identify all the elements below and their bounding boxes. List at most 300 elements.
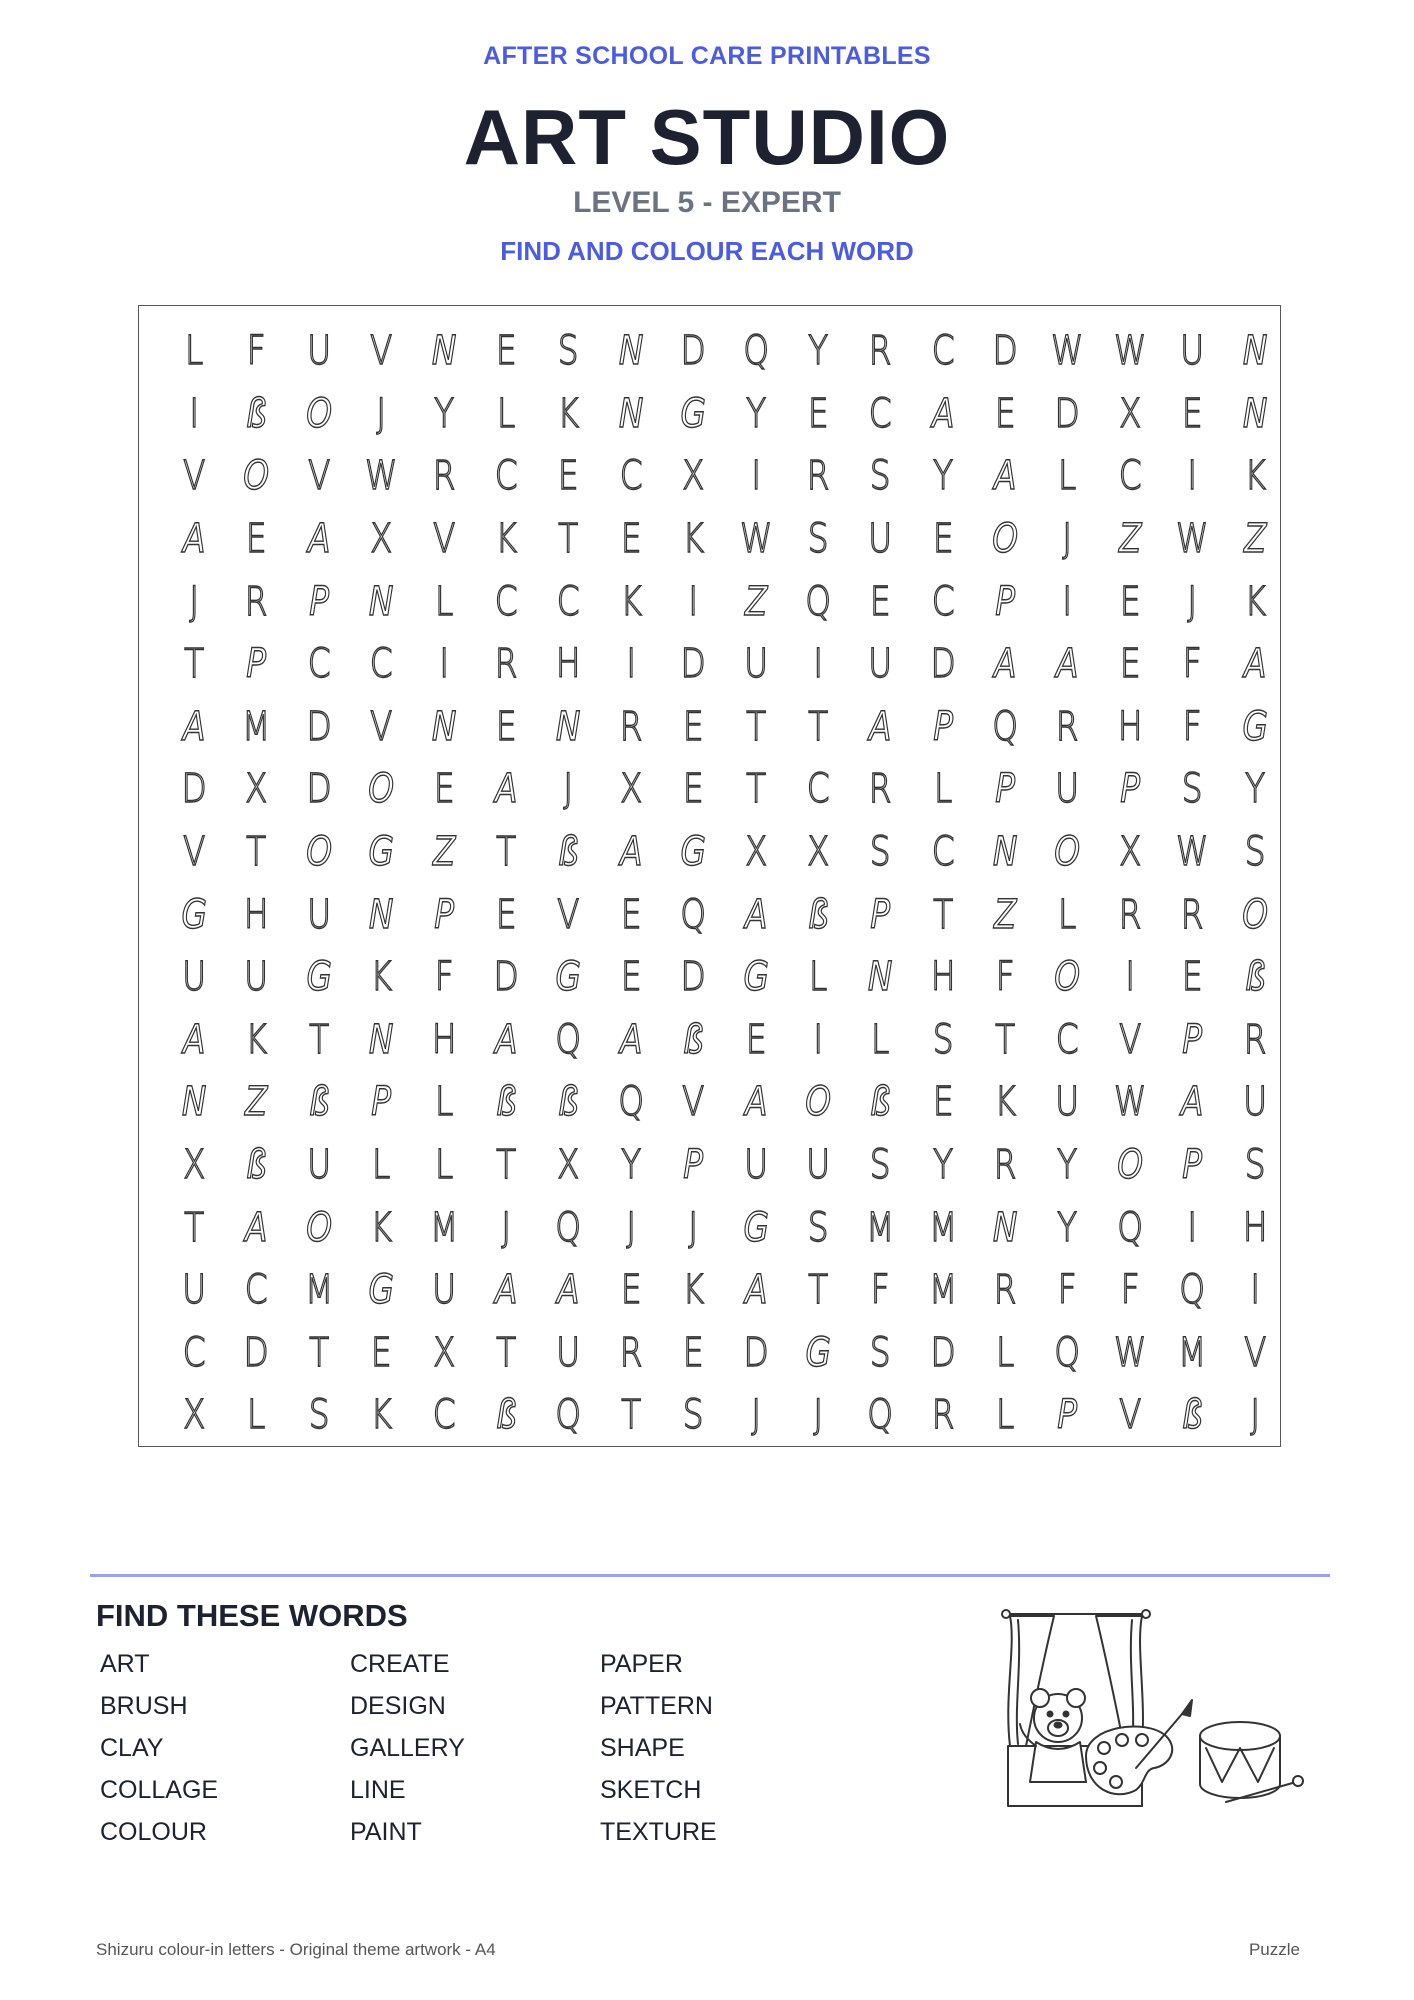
grid-letter[interactable]: I	[1125, 954, 1135, 1001]
grid-letter[interactable]: N	[868, 954, 893, 1001]
grid-letter[interactable]: E	[620, 954, 642, 1001]
grid-letter[interactable]: X	[557, 1142, 580, 1189]
grid-letter[interactable]: U	[743, 1142, 768, 1189]
grid-letter[interactable]: A	[494, 1016, 518, 1063]
grid-letter[interactable]: K	[682, 516, 705, 563]
grid-letter[interactable]: A	[1181, 1079, 1204, 1126]
grid-letter[interactable]: C	[806, 766, 830, 813]
grid-letter[interactable]: T	[558, 516, 579, 563]
grid-letter[interactable]: L	[808, 954, 828, 1001]
grid-letter[interactable]: D	[493, 954, 519, 1001]
grid-letter[interactable]: I	[750, 453, 761, 500]
grid-letter[interactable]: I	[189, 390, 200, 437]
grid-letter[interactable]: A	[494, 1267, 518, 1314]
grid-letter[interactable]: O	[306, 390, 332, 437]
grid-letter[interactable]: X	[1118, 829, 1142, 876]
grid-letter[interactable]: I	[1062, 578, 1073, 625]
grid-letter[interactable]: L	[185, 328, 204, 375]
grid-letter[interactable]: A	[744, 1079, 767, 1126]
grid-letter[interactable]: G	[368, 1267, 395, 1314]
grid-letter[interactable]: A	[245, 1204, 268, 1251]
grid-letter[interactable]: U	[1055, 766, 1080, 813]
grid-letter[interactable]: N	[618, 328, 644, 375]
grid-letter[interactable]: M	[1178, 1329, 1207, 1376]
grid-letter[interactable]: L	[434, 578, 453, 625]
grid-letter[interactable]: E	[495, 328, 517, 375]
grid-letter[interactable]: D	[992, 328, 1018, 375]
grid-letter[interactable]: T	[620, 1392, 641, 1439]
grid-letter[interactable]: K	[370, 954, 393, 1001]
grid-letter[interactable]: W	[1051, 328, 1084, 375]
grid-letter[interactable]: A	[1243, 641, 1267, 688]
grid-letter[interactable]: X	[432, 1329, 455, 1376]
grid-letter[interactable]: A	[1056, 641, 1079, 688]
grid-letter[interactable]: Q	[1117, 1204, 1143, 1251]
grid-letter[interactable]: D	[680, 641, 706, 688]
grid-letter[interactable]: R	[931, 1392, 955, 1439]
grid-letter[interactable]: F	[1183, 641, 1202, 688]
grid-letter[interactable]: J	[1062, 516, 1073, 563]
grid-letter[interactable]: E	[932, 1079, 954, 1126]
grid-letter[interactable]: N	[1242, 390, 1268, 437]
grid-letter[interactable]: H	[244, 891, 269, 938]
grid-letter[interactable]: E	[870, 578, 891, 625]
grid-letter[interactable]: R	[245, 578, 268, 625]
grid-letter[interactable]: U	[1180, 328, 1205, 375]
grid-letter[interactable]: ß	[495, 1392, 517, 1439]
grid-letter[interactable]: X	[682, 453, 705, 500]
grid-letter[interactable]: P	[683, 1142, 704, 1189]
grid-letter[interactable]: S	[308, 1392, 330, 1439]
grid-letter[interactable]: V	[307, 453, 331, 500]
grid-letter[interactable]: T	[184, 1204, 205, 1251]
grid-letter[interactable]: I	[1249, 1267, 1260, 1314]
grid-letter[interactable]: E	[1119, 641, 1141, 688]
grid-letter[interactable]: H	[1242, 1204, 1268, 1251]
grid-letter[interactable]: U	[743, 641, 768, 688]
grid-letter[interactable]: X	[370, 516, 393, 563]
grid-letter[interactable]: Q	[555, 1392, 582, 1439]
grid-letter[interactable]: D	[181, 766, 207, 813]
grid-letter[interactable]: M	[866, 1204, 895, 1251]
grid-letter[interactable]: V	[682, 1079, 705, 1126]
grid-letter[interactable]: U	[868, 641, 893, 688]
grid-letter[interactable]: E	[1182, 390, 1203, 437]
grid-letter[interactable]: E	[994, 390, 1016, 437]
grid-letter[interactable]: D	[930, 1329, 956, 1376]
grid-letter[interactable]: ß	[308, 1079, 330, 1126]
grid-letter[interactable]: N	[369, 891, 394, 938]
grid-letter[interactable]: A	[931, 390, 955, 437]
grid-letter[interactable]: E	[370, 1329, 392, 1376]
grid-letter[interactable]: N	[618, 390, 644, 437]
grid-letter[interactable]: T	[246, 829, 267, 876]
grid-letter[interactable]: A	[557, 1267, 580, 1314]
grid-letter[interactable]: G	[680, 829, 707, 876]
grid-letter[interactable]: K	[370, 1204, 393, 1251]
grid-letter[interactable]: Q	[555, 1016, 582, 1063]
grid-letter[interactable]: Z	[432, 829, 455, 876]
grid-letter[interactable]: P	[1182, 1142, 1203, 1189]
grid-letter[interactable]: C	[931, 829, 955, 876]
grid-letter[interactable]: R	[619, 703, 643, 750]
grid-letter[interactable]: A	[744, 891, 767, 938]
grid-letter[interactable]: N	[993, 1204, 1018, 1251]
grid-letter[interactable]: W	[1113, 1079, 1147, 1126]
grid-letter[interactable]: U	[182, 1267, 207, 1314]
grid-letter[interactable]: J	[1187, 578, 1198, 625]
grid-letter[interactable]: K	[682, 1267, 705, 1314]
grid-letter[interactable]: C	[931, 578, 955, 625]
grid-letter[interactable]: I	[1187, 453, 1198, 500]
grid-letter[interactable]: R	[806, 453, 830, 500]
grid-letter[interactable]: C	[557, 578, 580, 625]
grid-letter[interactable]: O	[1054, 829, 1081, 876]
grid-letter[interactable]: E	[745, 1016, 767, 1063]
grid-letter[interactable]: F	[995, 954, 1015, 1001]
grid-letter[interactable]: O	[368, 766, 395, 813]
grid-letter[interactable]: A	[994, 641, 1017, 688]
grid-letter[interactable]: J	[376, 390, 387, 437]
grid-letter[interactable]: F	[1058, 1267, 1078, 1314]
grid-letter[interactable]: U	[1055, 1079, 1080, 1126]
grid-letter[interactable]: W	[1113, 1329, 1147, 1376]
grid-letter[interactable]: X	[619, 766, 643, 813]
grid-letter[interactable]: P	[1182, 1016, 1203, 1063]
grid-letter[interactable]: C	[494, 453, 518, 500]
grid-letter[interactable]: O	[1241, 891, 1268, 938]
grid-letter[interactable]: N	[431, 703, 457, 750]
grid-letter[interactable]: P	[1120, 766, 1140, 813]
grid-letter[interactable]: U	[244, 954, 269, 1001]
grid-letter[interactable]: O	[243, 453, 270, 500]
grid-letter[interactable]: F	[871, 1267, 890, 1314]
grid-letter[interactable]: T	[745, 703, 766, 750]
grid-letter[interactable]: M	[928, 1267, 958, 1314]
grid-letter[interactable]: Y	[1057, 1142, 1078, 1189]
grid-letter[interactable]: N	[1242, 328, 1268, 375]
grid-letter[interactable]: S	[1182, 766, 1203, 813]
grid-letter[interactable]: E	[495, 891, 517, 938]
grid-letter[interactable]: H	[431, 1016, 457, 1063]
grid-letter[interactable]: E	[246, 516, 267, 563]
grid-letter[interactable]: X	[245, 766, 268, 813]
grid-letter[interactable]: A	[182, 703, 206, 750]
grid-letter[interactable]: G	[805, 1329, 831, 1376]
grid-letter[interactable]: X	[182, 1392, 206, 1439]
grid-letter[interactable]: S	[870, 829, 891, 876]
grid-letter[interactable]: D	[1055, 390, 1081, 437]
grid-letter[interactable]: U	[806, 1142, 831, 1189]
grid-letter[interactable]: U	[1242, 1079, 1267, 1126]
grid-letter[interactable]: C	[1118, 453, 1142, 500]
grid-letter[interactable]: G	[680, 390, 707, 437]
grid-letter[interactable]: G	[368, 829, 395, 876]
grid-letter[interactable]: T	[745, 766, 766, 813]
grid-letter[interactable]: E	[620, 891, 642, 938]
grid-letter[interactable]: R	[869, 766, 892, 813]
grid-letter[interactable]: R	[494, 641, 518, 688]
grid-letter[interactable]: V	[432, 516, 455, 563]
grid-letter[interactable]: U	[306, 1142, 331, 1189]
grid-letter[interactable]: P	[995, 766, 1016, 813]
grid-letter[interactable]: V	[1118, 1016, 1142, 1063]
grid-letter[interactable]: C	[245, 1267, 269, 1314]
grid-letter[interactable]: O	[1117, 1142, 1143, 1189]
grid-letter[interactable]: ß	[246, 1142, 267, 1189]
grid-letter[interactable]: A	[494, 766, 518, 813]
grid-letter[interactable]: V	[557, 891, 580, 938]
grid-letter[interactable]: D	[680, 954, 706, 1001]
grid-letter[interactable]: Q	[680, 891, 707, 938]
grid-letter[interactable]: Q	[555, 1204, 582, 1251]
grid-letter[interactable]: ß	[870, 1079, 891, 1126]
grid-letter[interactable]: E	[1182, 954, 1203, 1001]
grid-letter[interactable]: Z	[1243, 516, 1267, 563]
grid-letter[interactable]: X	[806, 829, 830, 876]
grid-letter[interactable]: I	[1187, 1204, 1198, 1251]
grid-letter[interactable]: D	[306, 766, 332, 813]
grid-letter[interactable]: D	[930, 641, 956, 688]
grid-letter[interactable]: S	[870, 453, 891, 500]
grid-letter[interactable]: V	[1243, 1329, 1267, 1376]
grid-letter[interactable]: K	[1244, 578, 1266, 625]
grid-letter[interactable]: A	[869, 703, 892, 750]
grid-letter[interactable]: V	[370, 703, 393, 750]
grid-letter[interactable]: J	[1249, 1392, 1260, 1439]
grid-letter[interactable]: N	[431, 328, 457, 375]
grid-letter[interactable]: R	[993, 1142, 1017, 1189]
grid-letter[interactable]: E	[433, 766, 455, 813]
grid-letter[interactable]: X	[1118, 390, 1142, 437]
grid-letter[interactable]: S	[932, 1016, 954, 1063]
grid-letter[interactable]: P	[371, 1079, 392, 1126]
grid-letter[interactable]: T	[995, 1016, 1016, 1063]
grid-letter[interactable]: Z	[245, 1079, 268, 1126]
grid-letter[interactable]: L	[996, 1392, 1015, 1439]
grid-letter[interactable]: T	[184, 641, 205, 688]
grid-letter[interactable]: S	[558, 328, 579, 375]
grid-letter[interactable]: P	[246, 641, 267, 688]
grid-letter[interactable]: E	[807, 390, 829, 437]
grid-letter[interactable]: R	[619, 1329, 643, 1376]
grid-letter[interactable]: L	[434, 1079, 453, 1126]
grid-letter[interactable]: ß	[558, 1079, 579, 1126]
grid-letter[interactable]: J	[750, 1392, 761, 1439]
grid-letter[interactable]: S	[870, 1329, 891, 1376]
grid-letter[interactable]: W	[1113, 328, 1147, 375]
grid-letter[interactable]: T	[496, 1329, 517, 1376]
grid-letter[interactable]: ß	[495, 1079, 517, 1126]
grid-letter[interactable]: D	[243, 1329, 270, 1376]
grid-letter[interactable]: F	[247, 328, 267, 375]
grid-letter[interactable]: I	[626, 641, 636, 688]
grid-letter[interactable]: N	[369, 578, 394, 625]
grid-letter[interactable]: L	[996, 1329, 1015, 1376]
grid-letter[interactable]: S	[1244, 1142, 1266, 1189]
grid-letter[interactable]: U	[306, 328, 331, 375]
grid-letter[interactable]: M	[928, 1204, 958, 1251]
grid-letter[interactable]: T	[308, 1329, 329, 1376]
grid-letter[interactable]: V	[370, 328, 393, 375]
grid-letter[interactable]: A	[182, 516, 206, 563]
grid-letter[interactable]: K	[245, 1016, 268, 1063]
grid-letter[interactable]: L	[247, 1392, 266, 1439]
grid-letter[interactable]: L	[434, 1142, 453, 1189]
grid-letter[interactable]: J	[688, 1204, 699, 1251]
grid-letter[interactable]: P	[433, 891, 454, 938]
grid-letter[interactable]: F	[1120, 1267, 1140, 1314]
grid-letter[interactable]: D	[306, 703, 332, 750]
grid-letter[interactable]: R	[993, 1267, 1017, 1314]
grid-letter[interactable]: P	[1057, 1392, 1078, 1439]
grid-letter[interactable]: Y	[620, 1142, 641, 1189]
grid-letter[interactable]: Q	[618, 1079, 644, 1126]
grid-letter[interactable]: ß	[558, 829, 579, 876]
grid-letter[interactable]: O	[306, 1204, 332, 1251]
grid-letter[interactable]: H	[1117, 703, 1143, 750]
grid-letter[interactable]: ß	[1244, 954, 1266, 1001]
grid-letter[interactable]: Y	[745, 390, 766, 437]
grid-letter[interactable]: S	[870, 1142, 891, 1189]
grid-letter[interactable]: A	[182, 1016, 206, 1063]
grid-letter[interactable]: G	[742, 1204, 769, 1251]
grid-letter[interactable]: T	[496, 1142, 517, 1189]
grid-letter[interactable]: Y	[808, 328, 829, 375]
grid-letter[interactable]: G	[306, 954, 332, 1001]
grid-letter[interactable]: F	[1183, 703, 1202, 750]
grid-letter[interactable]: N	[369, 1016, 394, 1063]
grid-letter[interactable]: C	[432, 1392, 456, 1439]
grid-letter[interactable]: A	[619, 1016, 643, 1063]
grid-letter[interactable]: R	[1056, 703, 1080, 750]
grid-letter[interactable]: H	[556, 641, 581, 688]
grid-letter[interactable]: K	[557, 390, 580, 437]
grid-letter[interactable]: M	[304, 1267, 334, 1314]
grid-letter[interactable]: S	[682, 1392, 704, 1439]
grid-letter[interactable]: L	[933, 766, 953, 813]
grid-letter[interactable]: C	[931, 328, 955, 375]
grid-letter[interactable]: S	[1244, 829, 1266, 876]
grid-letter[interactable]: L	[1058, 453, 1077, 500]
grid-letter[interactable]: L	[372, 1142, 391, 1189]
grid-letter[interactable]: K	[495, 516, 517, 563]
grid-letter[interactable]: E	[1119, 578, 1141, 625]
grid-letter[interactable]: I	[813, 641, 823, 688]
grid-letter[interactable]: Q	[867, 1392, 894, 1439]
grid-letter[interactable]: Q	[992, 703, 1019, 750]
grid-letter[interactable]: I	[438, 641, 449, 688]
grid-letter[interactable]: K	[370, 1392, 393, 1439]
grid-letter[interactable]: O	[306, 829, 332, 876]
grid-letter[interactable]: G	[742, 954, 769, 1001]
grid-letter[interactable]: L	[497, 390, 516, 437]
grid-letter[interactable]: P	[309, 578, 329, 625]
grid-letter[interactable]: E	[682, 703, 704, 750]
grid-letter[interactable]: G	[1242, 703, 1268, 750]
grid-letter[interactable]: S	[807, 516, 829, 563]
grid-letter[interactable]: V	[182, 829, 206, 876]
grid-letter[interactable]: Z	[994, 891, 1017, 938]
grid-letter[interactable]: Y	[1244, 766, 1265, 813]
grid-letter[interactable]: J	[501, 1204, 511, 1251]
grid-letter[interactable]: E	[620, 1267, 642, 1314]
grid-letter[interactable]: R	[1181, 891, 1204, 938]
grid-letter[interactable]: E	[932, 516, 954, 563]
grid-letter[interactable]: U	[306, 891, 331, 938]
grid-letter[interactable]: M	[429, 1204, 458, 1251]
grid-letter[interactable]: J	[563, 766, 574, 813]
grid-letter[interactable]: M	[242, 703, 271, 750]
grid-letter[interactable]: K	[1244, 453, 1266, 500]
grid-letter[interactable]: Q	[805, 578, 832, 625]
grid-letter[interactable]: O	[992, 516, 1019, 563]
grid-letter[interactable]: P	[932, 703, 953, 750]
grid-letter[interactable]: S	[807, 1204, 829, 1251]
grid-letter[interactable]: T	[808, 1267, 829, 1314]
grid-letter[interactable]: R	[1118, 891, 1142, 938]
grid-letter[interactable]: O	[805, 1079, 832, 1126]
grid-letter[interactable]: C	[869, 390, 892, 437]
grid-letter[interactable]: Q	[1179, 1267, 1206, 1314]
grid-letter[interactable]: A	[307, 516, 331, 563]
grid-letter[interactable]: X	[744, 829, 767, 876]
grid-letter[interactable]: X	[182, 1142, 206, 1189]
grid-letter[interactable]: J	[626, 1204, 636, 1251]
grid-letter[interactable]: G	[555, 954, 582, 1001]
grid-letter[interactable]: V	[182, 453, 206, 500]
grid-letter[interactable]: ß	[1182, 1392, 1203, 1439]
grid-letter[interactable]: C	[307, 641, 331, 688]
grid-letter[interactable]: V	[1118, 1392, 1142, 1439]
grid-letter[interactable]: U	[182, 954, 207, 1001]
grid-letter[interactable]: Y	[1057, 1204, 1078, 1251]
grid-letter[interactable]: Z	[1118, 516, 1142, 563]
grid-letter[interactable]: E	[682, 1329, 704, 1376]
grid-letter[interactable]: O	[1054, 954, 1081, 1001]
grid-letter[interactable]: A	[619, 829, 643, 876]
grid-letter[interactable]: C	[494, 578, 518, 625]
grid-letter[interactable]: C	[1056, 1016, 1080, 1063]
grid-letter[interactable]: C	[182, 1329, 206, 1376]
grid-letter[interactable]: W	[365, 453, 398, 500]
grid-letter[interactable]: Q	[742, 328, 769, 375]
grid-letter[interactable]: L	[871, 1016, 890, 1063]
grid-letter[interactable]: R	[1243, 1016, 1267, 1063]
grid-letter[interactable]: T	[932, 891, 953, 938]
grid-letter[interactable]: N	[181, 1079, 207, 1126]
grid-letter[interactable]: J	[189, 578, 200, 625]
grid-letter[interactable]: H	[930, 954, 956, 1001]
grid-letter[interactable]: R	[869, 328, 892, 375]
grid-letter[interactable]: P	[870, 891, 891, 938]
grid-letter[interactable]: L	[1058, 891, 1077, 938]
grid-letter[interactable]: N	[993, 829, 1018, 876]
grid-letter[interactable]: Y	[433, 390, 454, 437]
grid-letter[interactable]: E	[495, 703, 517, 750]
grid-letter[interactable]: U	[556, 1329, 581, 1376]
grid-letter[interactable]: C	[369, 641, 393, 688]
grid-letter[interactable]: ß	[807, 891, 829, 938]
grid-letter[interactable]: E	[620, 516, 642, 563]
grid-letter[interactable]: E	[558, 453, 579, 500]
grid-letter[interactable]: D	[743, 1329, 769, 1376]
grid-letter[interactable]: J	[813, 1392, 823, 1439]
grid-letter[interactable]: U	[868, 516, 893, 563]
grid-letter[interactable]: C	[619, 453, 643, 500]
grid-letter[interactable]: W	[1176, 829, 1209, 876]
grid-letter[interactable]: K	[620, 578, 642, 625]
